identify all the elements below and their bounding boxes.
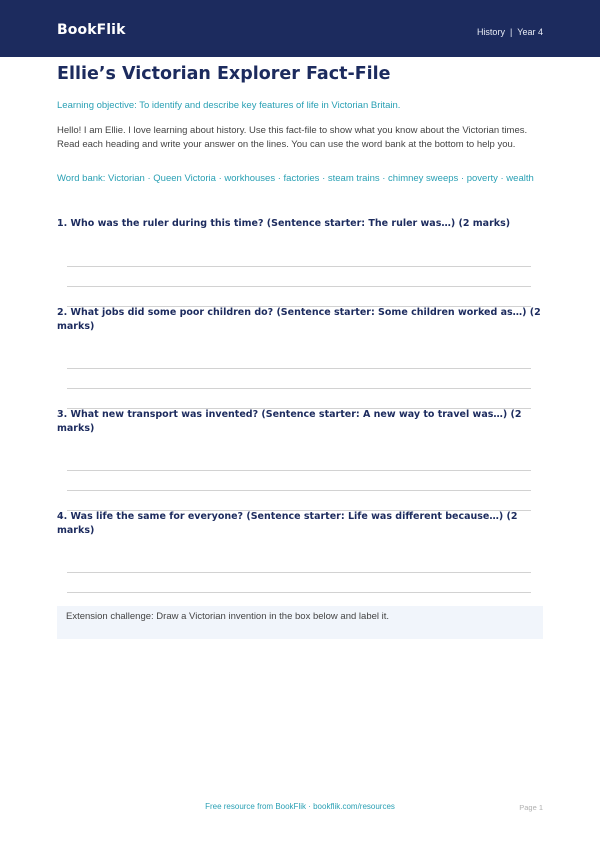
header-meta [477,27,543,37]
answer-line[interactable] [67,470,531,471]
answer-line[interactable] [67,286,531,287]
answer-line[interactable] [67,572,531,573]
question-3: 3. What new transport was invented? (Sentence starter: A new way to travel was…) (2 marks) [57,409,522,434]
page-number: Page 1 [519,803,543,812]
page-header [0,0,600,57]
word-bank: Word bank: Victorian · Queen Victoria · workhouses · factories · steam trains · chimney sweeps · poverty · wealth [57,173,534,184]
question-1: 1. Who was the ruler during this time? (Sentence starter: The ruler was…) (2 marks) [57,218,511,229]
header-separator: | [509,27,513,37]
subject-label: History [476,27,505,37]
question-4: 4. Was life the same for everyone? (Sentence starter: Life was different because…) (2 marks) [57,511,518,536]
learning-objective: Learning objective: To identify and describe key features of life in Victorian Britain. [57,100,401,111]
answer-line[interactable] [67,592,531,593]
year-label: Year 4 [517,27,543,37]
footer-credit: Free resource from BookFlik · bookflik.com/resources [205,802,395,811]
page-title: Ellie’s Victorian Explorer Fact-File [57,64,391,84]
brand-logo: BookFlik [57,22,126,38]
extension-challenge-box [57,606,543,639]
answer-line[interactable] [67,266,531,267]
intro-paragraph: Hello! I am Ellie. I love learning about history. Use this fact-file to show what you know about the Victorian times. Read each heading and write your answer on the lines. You can use the word bank at the bottom to help you. [57,125,528,150]
extension-challenge-text: Extension challenge: Draw a Victorian invention in the box below and label it. [66,611,390,622]
question-2: 2. What jobs did some poor children do? (Sentence starter: Some children worked as…) (2 marks) [57,307,541,332]
answer-line[interactable] [67,368,531,369]
answer-line[interactable] [67,388,531,389]
answer-line[interactable] [67,490,531,491]
